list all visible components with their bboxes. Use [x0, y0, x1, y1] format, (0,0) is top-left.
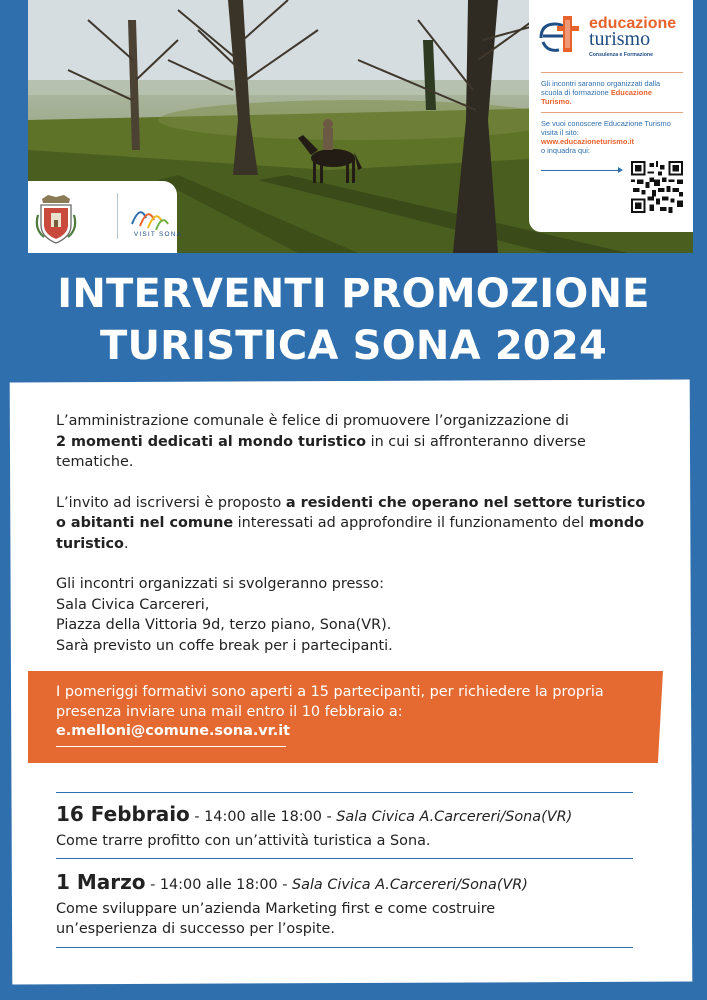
intro-p3-l4: Sarà previsto un coffe break per i partecipanti.	[56, 637, 393, 654]
event-1-place: Sala Civica A.Carcereri/Sona(VR)	[336, 809, 573, 825]
intro-text	[56, 411, 656, 676]
email-underline	[56, 746, 286, 747]
intro-p3-l1: Gli incontri organizzati si svolgeranno presso:	[56, 576, 384, 592]
event-item-1	[56, 801, 656, 851]
intro-paragraph-3	[56, 574, 656, 656]
municipality-logo-card	[28, 181, 183, 253]
qr-row	[541, 161, 683, 221]
arrow-right-icon	[541, 170, 621, 171]
partner-site-suffix: o inquadra qui:	[541, 146, 590, 155]
partner-info	[541, 79, 683, 106]
intro-paragraph-2	[56, 493, 656, 555]
partner-tagline: Consulenza e Formazione	[589, 52, 653, 58]
partner-divider	[541, 72, 683, 73]
divider-3	[56, 947, 633, 948]
intro-p3-l3: Piazza della Vittoria 9d, terzo piano, Sona(VR).	[56, 617, 392, 633]
intro-paragraph-1	[56, 411, 656, 473]
partner-name-line1: educazione	[589, 15, 677, 32]
event-1-date: 16 Febbraio	[56, 802, 190, 826]
intro-p2-b: a residenti che operano nel settore turistico o abitanti nel comune	[56, 494, 646, 531]
visit-sona-label: VISIT SONA	[133, 231, 183, 238]
partner-info-text: Gli incontri saranno organizzati dalla scuola di formazione	[541, 79, 661, 97]
qr-code-icon[interactable]	[631, 161, 683, 213]
event-1-header	[56, 801, 656, 830]
event-2-time: - 14:00 alle 18:00 -	[145, 877, 292, 893]
partner-divider-2	[541, 112, 683, 113]
intro-p2-a: L’invito ad iscriversi è proposto	[56, 494, 286, 511]
event-2-description-line1: Come sviluppare un’azienda Marketing first e come costruire	[56, 901, 496, 917]
title-line-1: INTERVENTI PROMOZIONE	[57, 271, 650, 317]
event-1-description: Come trarre profitto con un’attività turistica a Sona.	[56, 833, 431, 849]
divider-2	[56, 858, 633, 859]
sona-crest-icon	[34, 193, 78, 245]
partner-card	[529, 0, 693, 232]
intro-p3-l2: Sala Civica Carcereri,	[56, 596, 210, 613]
event-2-date: 1 Marzo	[56, 870, 146, 894]
event-2-place: Sala Civica A.Carcereri/Sona(VR)	[291, 877, 528, 893]
event-2-description-line2: un’esperienza di successo per l’ospite.	[56, 921, 335, 937]
event-2-header	[56, 869, 656, 898]
event-item-2	[56, 869, 656, 939]
divider-1	[56, 792, 633, 793]
registration-email-link[interactable]: e.melloni@comune.sona.vr.it	[56, 723, 291, 739]
event-2-description	[56, 899, 656, 939]
partner-site-info	[541, 119, 683, 155]
registration-text: I pomeriggi formativi sono aperti a 15 partecipanti, per richiedere la propria presenza inviare una mail entro il 10 febbraio a:	[56, 684, 604, 720]
partner-info-bold: Educazione Turismo.	[541, 88, 652, 106]
event-1-time: - 14:00 alle 18:00 -	[189, 809, 337, 825]
intro-p1-a: L’amministrazione comunale è felice di promuovere l’organizzazione di	[56, 413, 569, 429]
intro-p1-b: 2 momenti dedicati al mondo turistico	[56, 433, 367, 450]
educazione-turismo-logo	[541, 10, 683, 62]
intro-p1-c: in cui si affronteranno diverse tematiche.	[56, 433, 586, 470]
intro-p2-c: interessati ad approfondire il funzionamento del	[233, 515, 589, 531]
title-line-2: TURISTICA SONA 2024	[100, 323, 607, 369]
page-title	[0, 268, 707, 372]
intro-p2-d: mondo turistico	[56, 515, 645, 552]
intro-p2-e: .	[123, 535, 129, 552]
partner-name-line2: turismo	[589, 28, 651, 50]
et-monogram-icon	[537, 12, 583, 58]
logo-divider	[117, 193, 118, 239]
partner-site-link[interactable]: www.educazioneturismo.it	[541, 137, 634, 146]
partner-site-prefix: Se vuoi conoscere Educazione Turismo visita il sito:	[541, 119, 671, 137]
